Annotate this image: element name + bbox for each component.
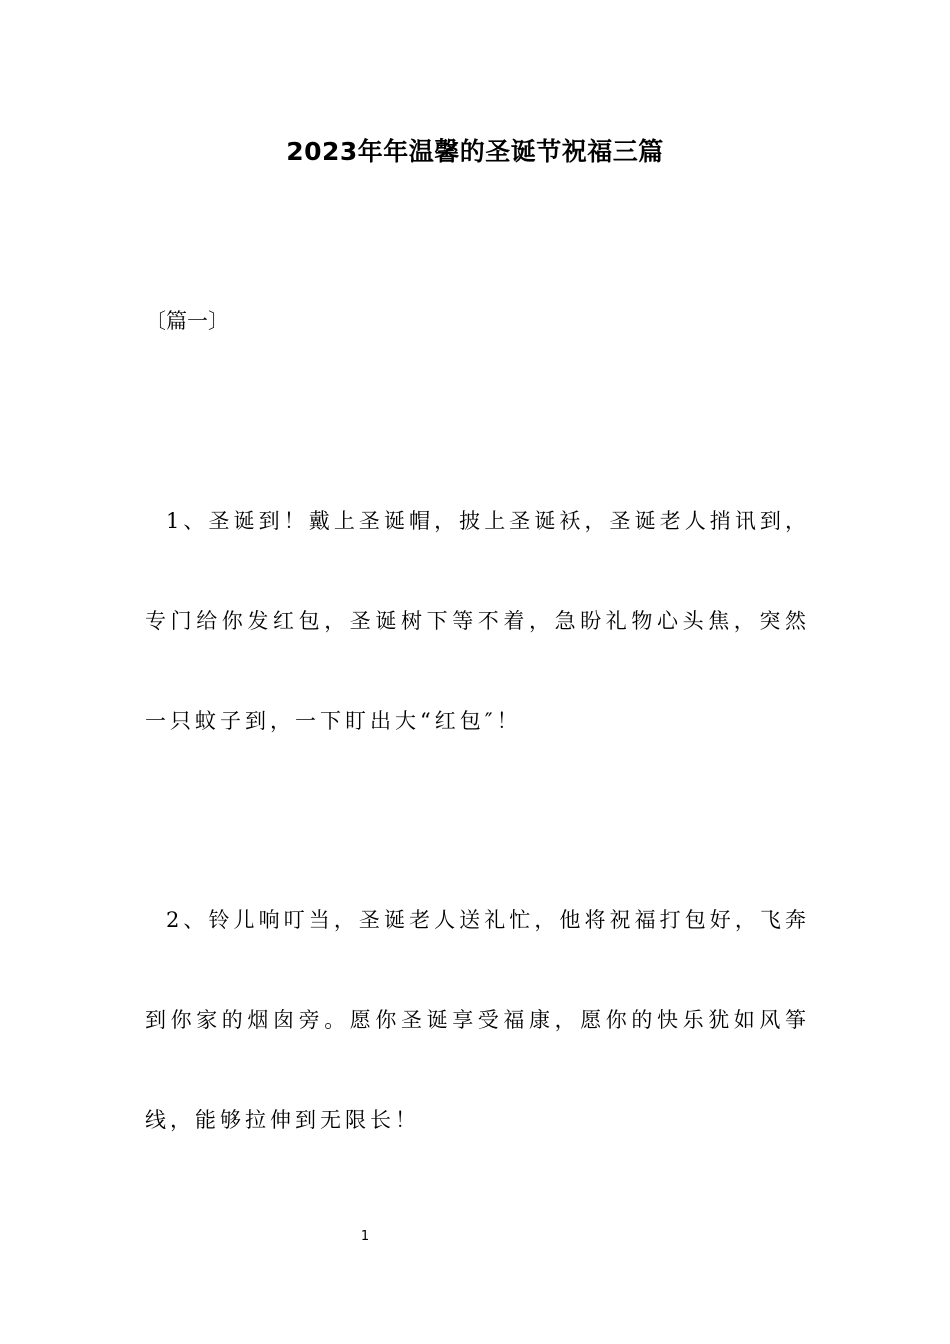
document-title: 2023年年温馨的圣诞节祝福三篇 (286, 137, 664, 166)
paragraph-1: 1、圣诞到！戴上圣诞帽，披上圣诞袄，圣诞老人捎讯到，专门给你发红包，圣诞树下等不着，急盼礼物心头焦，突然一只蚊子到，一下盯出大“红包″！ (145, 509, 810, 733)
paragraph-2: 2、铃儿响叮当，圣诞老人送礼忙，他将祝福打包好，飞奔到你家的烟囱旁。愿你圣诞享受福康，愿你的快乐犹如风筝线，能够拉伸到无限长！ (145, 908, 810, 1132)
section-label: 〔篇一〕 (145, 309, 229, 333)
page-number: 1 (360, 1229, 370, 1244)
